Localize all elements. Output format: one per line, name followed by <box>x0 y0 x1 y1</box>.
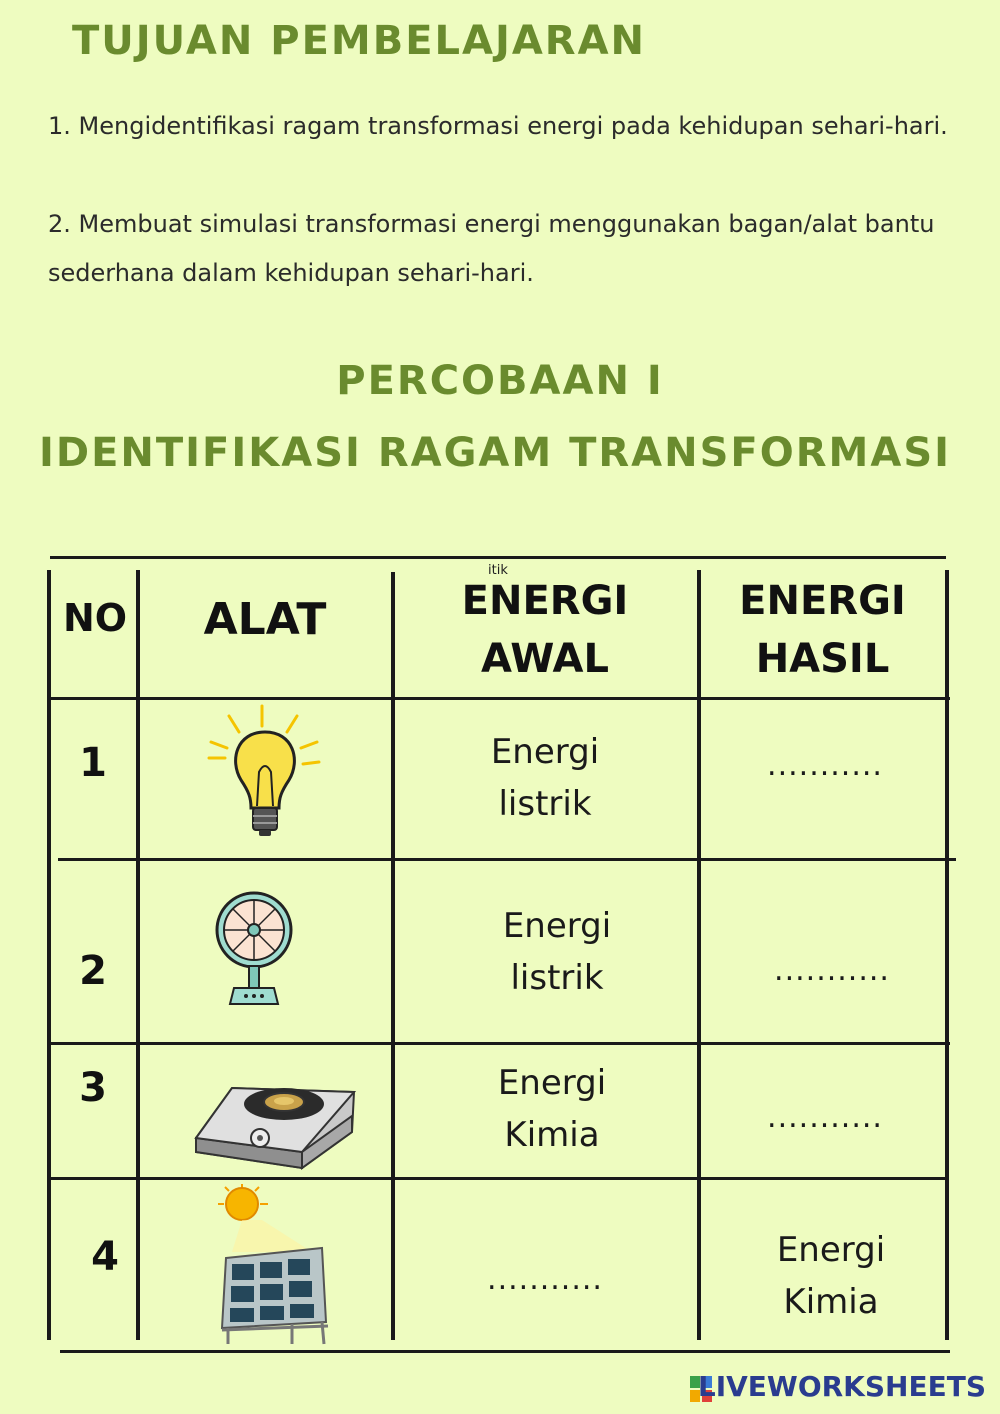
row-4-hasil-line1: Energi <box>776 1230 886 1270</box>
solar-panel-icon <box>212 1182 338 1348</box>
table-column-divider <box>136 570 140 1340</box>
row-2-energi-hasil-blank[interactable]: ........... <box>774 953 890 988</box>
header-energi-hasil-line1: ENERGI <box>739 578 906 624</box>
row-1-awal-line1: Energi <box>490 732 600 772</box>
table-border-top <box>50 556 946 559</box>
table-border-left <box>47 570 51 1340</box>
header-alat: ALAT <box>203 594 327 645</box>
header-energi-awal <box>395 572 695 688</box>
row-4-energi-awal-blank[interactable]: ........... <box>487 1262 603 1297</box>
row-3-awal-line1: Energi <box>497 1063 607 1103</box>
brand-name: LIVEWORKSHEETS <box>697 1370 986 1403</box>
row-2-energi-awal <box>407 900 707 1004</box>
table-divider <box>50 1177 946 1180</box>
row-1-number: 1 <box>79 740 107 786</box>
header-energi-awal-line2: AWAL <box>481 636 609 682</box>
table-border-bottom <box>60 1350 950 1353</box>
objective-2: 2. Membuat simulasi transformasi energi menggunakan bagan/alat bantu sederhana dalam kehidupan sehari-hari. <box>48 210 935 287</box>
electric-fan-icon <box>212 890 296 1008</box>
row-1-awal-line2: listrik <box>498 784 592 824</box>
row-3-energi-hasil-blank[interactable]: ........... <box>767 1100 883 1135</box>
table-divider <box>50 1042 950 1045</box>
row-4-hasil-line2: Kimia <box>783 1282 879 1322</box>
row-4-number: 4 <box>91 1234 119 1280</box>
gas-stove-icon <box>192 1072 358 1174</box>
row-2-awal-line1: Energi <box>502 906 612 946</box>
row-1-energi-awal <box>395 726 695 830</box>
header-no: NO <box>62 596 128 640</box>
experiment-subtitle: IDENTIFIKASI RAGAM TRANSFORMASI <box>38 430 952 476</box>
header-energi-hasil-line2: HASIL <box>755 636 890 682</box>
experiment-title: PERCOBAAN I <box>336 358 664 404</box>
stray-text: itik <box>488 563 508 578</box>
table-divider <box>50 697 950 700</box>
row-2-awal-line2: listrik <box>510 958 604 998</box>
row-1-energi-hasil-blank[interactable]: ........... <box>767 748 883 783</box>
row-3-energi-awal <box>402 1057 702 1161</box>
row-3-awal-line2: Kimia <box>504 1115 600 1155</box>
header-energi-awal-line1: ENERGI <box>461 578 629 624</box>
header-energi-hasil <box>700 572 945 688</box>
table-divider <box>58 858 956 861</box>
row-2-number: 2 <box>79 948 107 994</box>
row-4-energi-hasil <box>700 1224 962 1328</box>
objective-1: 1. Mengidentifikasi ragam transformasi energi pada kehidupan sehari-hari. <box>48 112 948 140</box>
light-bulb-icon <box>205 702 325 840</box>
page-title: TUJUAN PEMBELAJARAN <box>72 18 647 64</box>
row-3-number: 3 <box>79 1065 107 1111</box>
